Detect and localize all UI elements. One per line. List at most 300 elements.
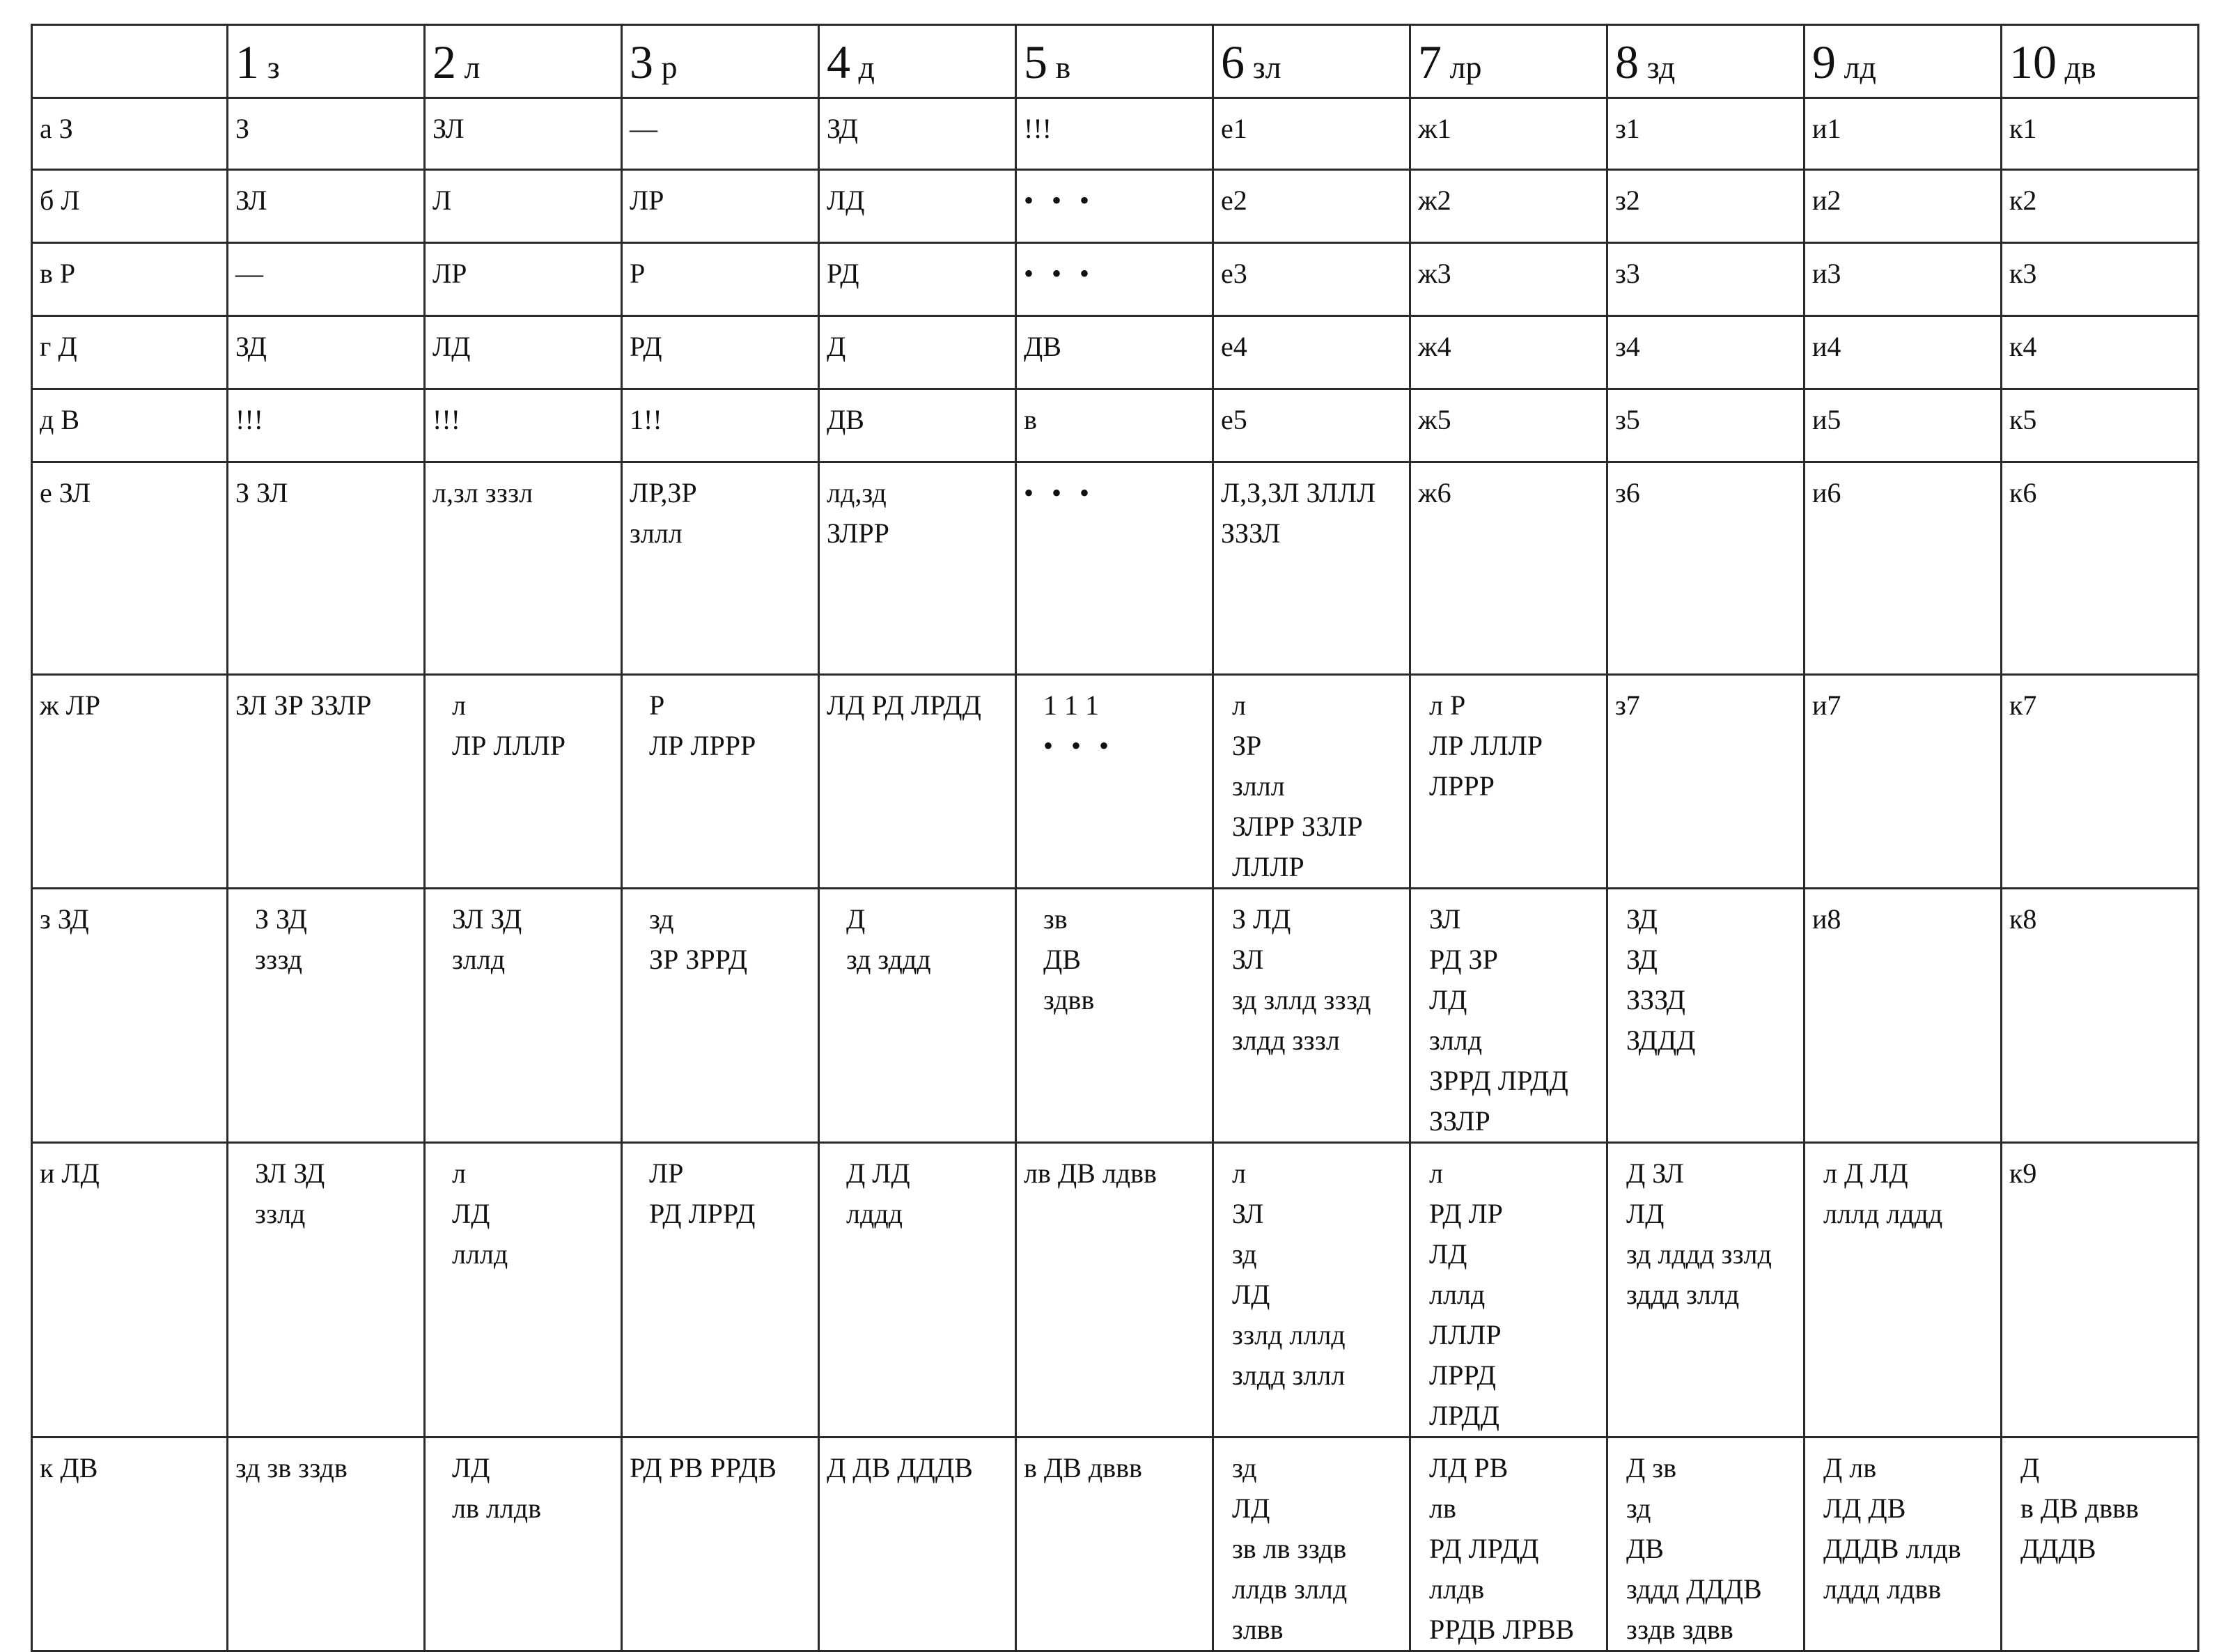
cell-line: ж1 (1418, 113, 1451, 144)
cell-line: лв (1429, 1493, 1456, 1524)
cell-line: ж5 (1418, 404, 1451, 435)
table-cell (1607, 389, 1805, 462)
cell-line: ЛЛЛР (1429, 1319, 1502, 1350)
column-header (622, 25, 819, 98)
cell-line: ж4 (1418, 331, 1451, 362)
table-cell (425, 1143, 622, 1437)
row-label: к ДВ (32, 1437, 228, 1651)
cell-line: лллд (1429, 1279, 1486, 1310)
cell-line: ЗЛ ЗД (452, 903, 522, 935)
cell-line: ДВ (1043, 944, 1081, 975)
cell-line: ЛД (452, 1198, 490, 1229)
cell-line: ЛР (630, 185, 664, 216)
cell-line: Д (2020, 1452, 2040, 1483)
cell-line: и7 (1812, 689, 1841, 721)
row-label: д В (32, 389, 228, 462)
table-cell (1410, 462, 1607, 675)
table-cell (228, 1437, 425, 1651)
cell-line: Л,З,ЗЛ ЗЛЛЛ (1221, 477, 1376, 508)
cell-line: ЗЛРР ЗЗЛР (1232, 811, 1363, 842)
cell-line: ЗЛ ЗД (255, 1158, 325, 1189)
cell-line: ЛД ДВ (1823, 1493, 1906, 1524)
cell-line: ЗЗЗЛ (1221, 517, 1281, 549)
column-number: 2 (432, 36, 456, 88)
cell-line: зд (1232, 1452, 1257, 1483)
table-cell (228, 462, 425, 675)
cell-line: Д (827, 331, 846, 362)
cell-line: е1 (1221, 113, 1247, 144)
cell-line: лв ллдв (452, 1493, 542, 1524)
cell-line: Р (630, 258, 646, 289)
cell-line: З ЛД (1232, 903, 1291, 935)
column-subtitle: л (456, 49, 481, 85)
cell-line: е2 (1221, 185, 1247, 216)
cell-line: Д ДВ ДДДВ (827, 1452, 973, 1483)
table-cell (1805, 889, 2002, 1143)
table-cell (2002, 316, 2199, 389)
table-cell (425, 675, 622, 889)
table-body (32, 25, 2199, 1651)
table-cell (1607, 462, 1805, 675)
cell-line: к9 (2009, 1158, 2037, 1189)
cell-line: зд (649, 903, 674, 935)
cell-line: ЛР ЛЛЛР (452, 730, 566, 761)
table-row (32, 316, 2199, 389)
cell-line: ДДДВ ллдв (1823, 1533, 1961, 1564)
cell-line: лв ДВ лдвв (1024, 1158, 1157, 1189)
table-row (32, 889, 2199, 1143)
cell-line: в ДВ дввв (2020, 1493, 2139, 1524)
column-number: 4 (827, 36, 850, 88)
cell-line: ЛД (1626, 1198, 1665, 1229)
table-cell (1213, 1143, 1410, 1437)
cell-line: ллдв зллд (1232, 1573, 1348, 1605)
cell-line: л (1429, 1158, 1443, 1189)
corner-cell (32, 25, 228, 98)
table-cell (622, 389, 819, 462)
table-cell (1410, 1143, 1607, 1437)
grid-table (31, 24, 2199, 1652)
row-label: в Р (32, 243, 228, 316)
cell-line: к6 (2009, 477, 2037, 508)
table-cell (1016, 1437, 1213, 1651)
cell-line: РД ЛР (1429, 1198, 1503, 1229)
table-row (32, 462, 2199, 675)
cell-line: з6 (1615, 477, 1640, 508)
table-cell (622, 1143, 819, 1437)
cell-line: !!! (1024, 113, 1052, 144)
cell-line: РД ЛРРД (649, 1198, 756, 1229)
cell-line: ллдв (1429, 1573, 1485, 1605)
table-cell (425, 1437, 622, 1651)
header-row (32, 25, 2199, 98)
table-cell (1213, 462, 1410, 675)
cell-line: зздв здвв (1626, 1614, 1733, 1645)
table-cell (425, 243, 622, 316)
table-cell (1410, 675, 1607, 889)
cell-line: ДВ (827, 404, 864, 435)
cell-line: — (630, 113, 657, 144)
cell-line: к4 (2009, 331, 2037, 362)
cell-line: и6 (1812, 477, 1841, 508)
table-cell (1016, 675, 1213, 889)
column-number: 5 (1024, 36, 1047, 88)
table-cell (228, 389, 425, 462)
table-cell (2002, 675, 2199, 889)
column-header (1016, 25, 1213, 98)
cell-line: и2 (1812, 185, 1841, 216)
cell-line: Л (432, 185, 452, 216)
cell-line: ЗЗЛР (1429, 1105, 1490, 1137)
table-cell (228, 243, 425, 316)
cell-line: — (235, 258, 263, 289)
row-label: б Л (32, 170, 228, 243)
table-cell (2002, 462, 2199, 675)
table-cell (819, 1437, 1016, 1651)
cell-line: ж2 (1418, 185, 1451, 216)
cell-line: л (452, 1158, 466, 1189)
cell-line: з3 (1615, 258, 1640, 289)
cell-line: !!! (432, 404, 460, 435)
cell-line: з4 (1615, 331, 1640, 362)
cell-line: в (1024, 404, 1037, 435)
cell-line: з5 (1615, 404, 1640, 435)
table-cell (2002, 889, 2199, 1143)
table-cell (819, 675, 1016, 889)
table-cell (425, 889, 622, 1143)
cell-line: ЗЛ ЗР ЗЗЛР (235, 689, 372, 721)
cell-line: зд зв зздв (235, 1452, 348, 1483)
cell-line: ДВ (1024, 331, 1061, 362)
cell-line: л Д ЛД (1823, 1158, 1908, 1189)
cell-line: ззлд лллд (1232, 1319, 1346, 1350)
cell-line: ЗД (827, 113, 858, 144)
cell-line: РРДВ ЛРВВ (1429, 1614, 1575, 1645)
cell-line: ЛД (1232, 1493, 1270, 1524)
cell-line: РД ЛРДД (1429, 1533, 1539, 1564)
cell-line: ЛД (1429, 1238, 1467, 1270)
table-cell (1410, 889, 1607, 1143)
table-row (32, 243, 2199, 316)
table-cell (622, 889, 819, 1143)
column-number: 1 (235, 36, 259, 88)
cell-line: лддд лдвв (1823, 1573, 1942, 1605)
cell-line: ЗДДД (1626, 1024, 1696, 1056)
cell-line: лд,зд (827, 477, 887, 508)
column-number: 3 (630, 36, 653, 88)
cell-line: здвв (1043, 984, 1095, 1015)
cell-line: к1 (2009, 113, 2037, 144)
column-header (1410, 25, 1607, 98)
table-cell (1607, 170, 1805, 243)
cell-line: ЛР,ЗР (630, 477, 697, 508)
cell-line: злдд зззл (1232, 1024, 1340, 1056)
cell-line: ЗД (1626, 903, 1658, 935)
cell-line: и3 (1812, 258, 1841, 289)
column-header (425, 25, 622, 98)
cell-line: лллд лддд (1823, 1198, 1943, 1229)
cell-line: ЗЛ (1232, 1198, 1264, 1229)
table-cell (2002, 170, 2199, 243)
cell-line: ЗРРД ЛРДД (1429, 1065, 1568, 1096)
cell-line: ДВ (1626, 1533, 1664, 1564)
table-cell (819, 462, 1016, 675)
cell-line: к2 (2009, 185, 2037, 216)
cell-line: ЛР ЛРРР (649, 730, 756, 761)
table-cell (228, 675, 425, 889)
cell-line: зллл (630, 517, 683, 549)
cell-line: е3 (1221, 258, 1247, 289)
table-cell (622, 462, 819, 675)
cell-line: лллд (452, 1238, 508, 1270)
table-cell (1805, 1143, 2002, 1437)
cell-line: ЛД (432, 331, 471, 362)
cell-line: ззлд (255, 1198, 306, 1229)
table-row (32, 98, 2199, 170)
table-cell (1410, 1437, 1607, 1651)
cell-line: ДДДВ (2020, 1533, 2096, 1564)
cell-line: зд лддд ззлд (1626, 1238, 1772, 1270)
cell-line: л (1232, 689, 1246, 721)
row-label: и ЛД (32, 1143, 228, 1437)
cell-line: зв (1043, 903, 1068, 935)
table-cell (622, 1437, 819, 1651)
cell-line: ЛР (649, 1158, 684, 1189)
cell-line: • • • (1024, 185, 1096, 216)
row-label: а З (32, 98, 228, 170)
table-cell (1410, 316, 1607, 389)
table-row (32, 1143, 2199, 1437)
cell-line: зд зддд (846, 944, 931, 975)
cell-line: ЗД (1626, 944, 1658, 975)
column-subtitle: в (1047, 49, 1071, 85)
cell-line: к5 (2009, 404, 2037, 435)
table-cell (1805, 675, 2002, 889)
column-subtitle: р (653, 49, 678, 85)
cell-line: зззд (255, 944, 303, 975)
table-cell (1805, 389, 2002, 462)
cell-line: ЛД (1232, 1279, 1270, 1310)
cell-line: ЗЗЗД (1626, 984, 1685, 1015)
column-subtitle: лд (1836, 49, 1876, 85)
table-cell (228, 889, 425, 1143)
column-header (819, 25, 1016, 98)
cell-line: з7 (1615, 689, 1640, 721)
cell-line: зд зллд зззд (1232, 984, 1371, 1015)
table-cell (1016, 889, 1213, 1143)
column-number: 6 (1221, 36, 1245, 88)
cell-line: З ЗД (255, 903, 307, 935)
cell-line: • • • (1043, 730, 1115, 761)
table-cell (228, 98, 425, 170)
cell-line: • • • (1024, 477, 1096, 508)
table-cell (1016, 1143, 1213, 1437)
table-row (32, 170, 2199, 243)
cell-line: Д (846, 903, 866, 935)
column-header (1213, 25, 1410, 98)
cell-line: ЛД РВ (1429, 1452, 1509, 1483)
cell-line: ЛД (1429, 984, 1467, 1015)
cell-line: ЗЛ (1429, 903, 1461, 935)
table-cell (819, 1143, 1016, 1437)
table-cell (425, 170, 622, 243)
cell-line: в ДВ дввв (1024, 1452, 1142, 1483)
table-cell (1213, 170, 1410, 243)
cell-line: е5 (1221, 404, 1247, 435)
cell-line: л (1232, 1158, 1246, 1189)
cell-line: ЗЛ (432, 113, 465, 144)
table-cell (1016, 389, 1213, 462)
table-cell (1607, 889, 1805, 1143)
cell-line: ЗД (235, 331, 267, 362)
cell-line: ж3 (1418, 258, 1451, 289)
cell-line: з2 (1615, 185, 1640, 216)
cell-line: и1 (1812, 113, 1841, 144)
cell-line: РД (630, 331, 662, 362)
table-cell (1213, 243, 1410, 316)
column-header (2002, 25, 2199, 98)
cell-line: зв лв зздв (1232, 1533, 1347, 1564)
table-cell (1016, 243, 1213, 316)
table-cell (1213, 1437, 1410, 1651)
cell-line: ЛД РД ЛРДД (827, 689, 981, 721)
cell-line: з1 (1615, 113, 1640, 144)
cell-line: зд (1626, 1493, 1651, 1524)
cell-line: зддд зллд (1626, 1279, 1740, 1310)
cell-line: 1!! (630, 404, 662, 435)
cell-line: ЛД (827, 185, 865, 216)
table-row (32, 389, 2199, 462)
cell-line: и5 (1812, 404, 1841, 435)
cell-line: и8 (1812, 903, 1841, 935)
table-cell (819, 316, 1016, 389)
table-cell (228, 316, 425, 389)
cell-line: ЛРРР (1429, 770, 1495, 802)
table-cell (1213, 316, 1410, 389)
table-cell (1016, 316, 1213, 389)
cell-line: зддд ДДДВ (1626, 1573, 1762, 1605)
cell-line: Р (649, 689, 665, 721)
table-cell (228, 1143, 425, 1437)
table-cell (1410, 98, 1607, 170)
table-cell (1607, 316, 1805, 389)
table-cell (1016, 462, 1213, 675)
table-cell (1213, 98, 1410, 170)
table-cell (819, 889, 1016, 1143)
cell-line: зллд (452, 944, 506, 975)
column-subtitle: зл (1245, 49, 1281, 85)
table-cell (2002, 243, 2199, 316)
cell-line: Д лв (1823, 1452, 1877, 1483)
cell-line: ЗЛРР (827, 517, 889, 549)
column-subtitle: д (850, 49, 875, 85)
column-header (228, 25, 425, 98)
table-cell (2002, 1437, 2199, 1651)
column-number: 10 (2009, 36, 2057, 88)
cell-line: к3 (2009, 258, 2037, 289)
cell-line: Д ЛД (846, 1158, 910, 1189)
cell-line: ЗР (1232, 730, 1262, 761)
table-cell (1805, 1437, 2002, 1651)
table-cell (425, 98, 622, 170)
cell-line: зллл (1232, 770, 1285, 802)
table-cell (228, 170, 425, 243)
table-cell (1607, 1143, 1805, 1437)
column-header (1805, 25, 2002, 98)
column-subtitle: дв (2057, 49, 2096, 85)
cell-line: Д зв (1626, 1452, 1676, 1483)
cell-line: РД ЗР (1429, 944, 1498, 975)
table-cell (622, 98, 819, 170)
cell-line: ЛР ЛЛЛР (1429, 730, 1543, 761)
cell-line: зллд (1429, 1024, 1483, 1056)
table-cell (819, 170, 1016, 243)
cell-line: злдд зллл (1232, 1359, 1346, 1391)
table-cell (1805, 462, 2002, 675)
table-cell (622, 675, 819, 889)
cell-line: З ЗЛ (235, 477, 288, 508)
table-cell (622, 243, 819, 316)
table-cell (1410, 170, 1607, 243)
table-cell (1607, 98, 1805, 170)
cell-line: ЛРДД (1429, 1400, 1499, 1431)
column-subtitle: з (259, 49, 280, 85)
row-label: ж ЛР (32, 675, 228, 889)
table-cell (1607, 1437, 1805, 1651)
column-header (1607, 25, 1805, 98)
column-number: 7 (1418, 36, 1442, 88)
table-cell (1410, 389, 1607, 462)
column-number: 8 (1615, 36, 1639, 88)
table-cell (819, 243, 1016, 316)
table-cell (1213, 389, 1410, 462)
table-cell (425, 389, 622, 462)
table-cell (2002, 98, 2199, 170)
table-cell (1016, 98, 1213, 170)
table-row (32, 1437, 2199, 1651)
cell-line: л (452, 689, 466, 721)
table-cell (2002, 389, 2199, 462)
cell-line: злвв (1232, 1614, 1284, 1645)
cell-line: З (235, 113, 250, 144)
column-number: 9 (1812, 36, 1836, 88)
table-cell (1016, 170, 1213, 243)
cell-line: РД РВ РРДВ (630, 1452, 777, 1483)
cell-line: !!! (235, 404, 263, 435)
cell-line: лддд (846, 1198, 903, 1229)
cell-line: зд (1232, 1238, 1257, 1270)
cell-line: • • • (1024, 258, 1096, 289)
column-subtitle: лр (1442, 49, 1482, 85)
table-cell (1410, 243, 1607, 316)
table-cell (425, 462, 622, 675)
cell-line: РД (827, 258, 859, 289)
column-subtitle: зд (1639, 49, 1676, 85)
cell-line: ЛД (452, 1452, 490, 1483)
cell-line: л Р (1429, 689, 1466, 721)
table-cell (1213, 675, 1410, 889)
table-cell (425, 316, 622, 389)
cell-line: ЛР (432, 258, 467, 289)
cell-line: л,зл зззл (432, 477, 533, 508)
cell-line: ЗЛ (1232, 944, 1264, 975)
cell-line: ЗР ЗРРД (649, 944, 748, 975)
table-cell (1607, 675, 1805, 889)
cell-line: ж6 (1418, 477, 1451, 508)
cell-line: Д ЗЛ (1626, 1158, 1684, 1189)
table-cell (819, 389, 1016, 462)
cell-line: и4 (1812, 331, 1841, 362)
